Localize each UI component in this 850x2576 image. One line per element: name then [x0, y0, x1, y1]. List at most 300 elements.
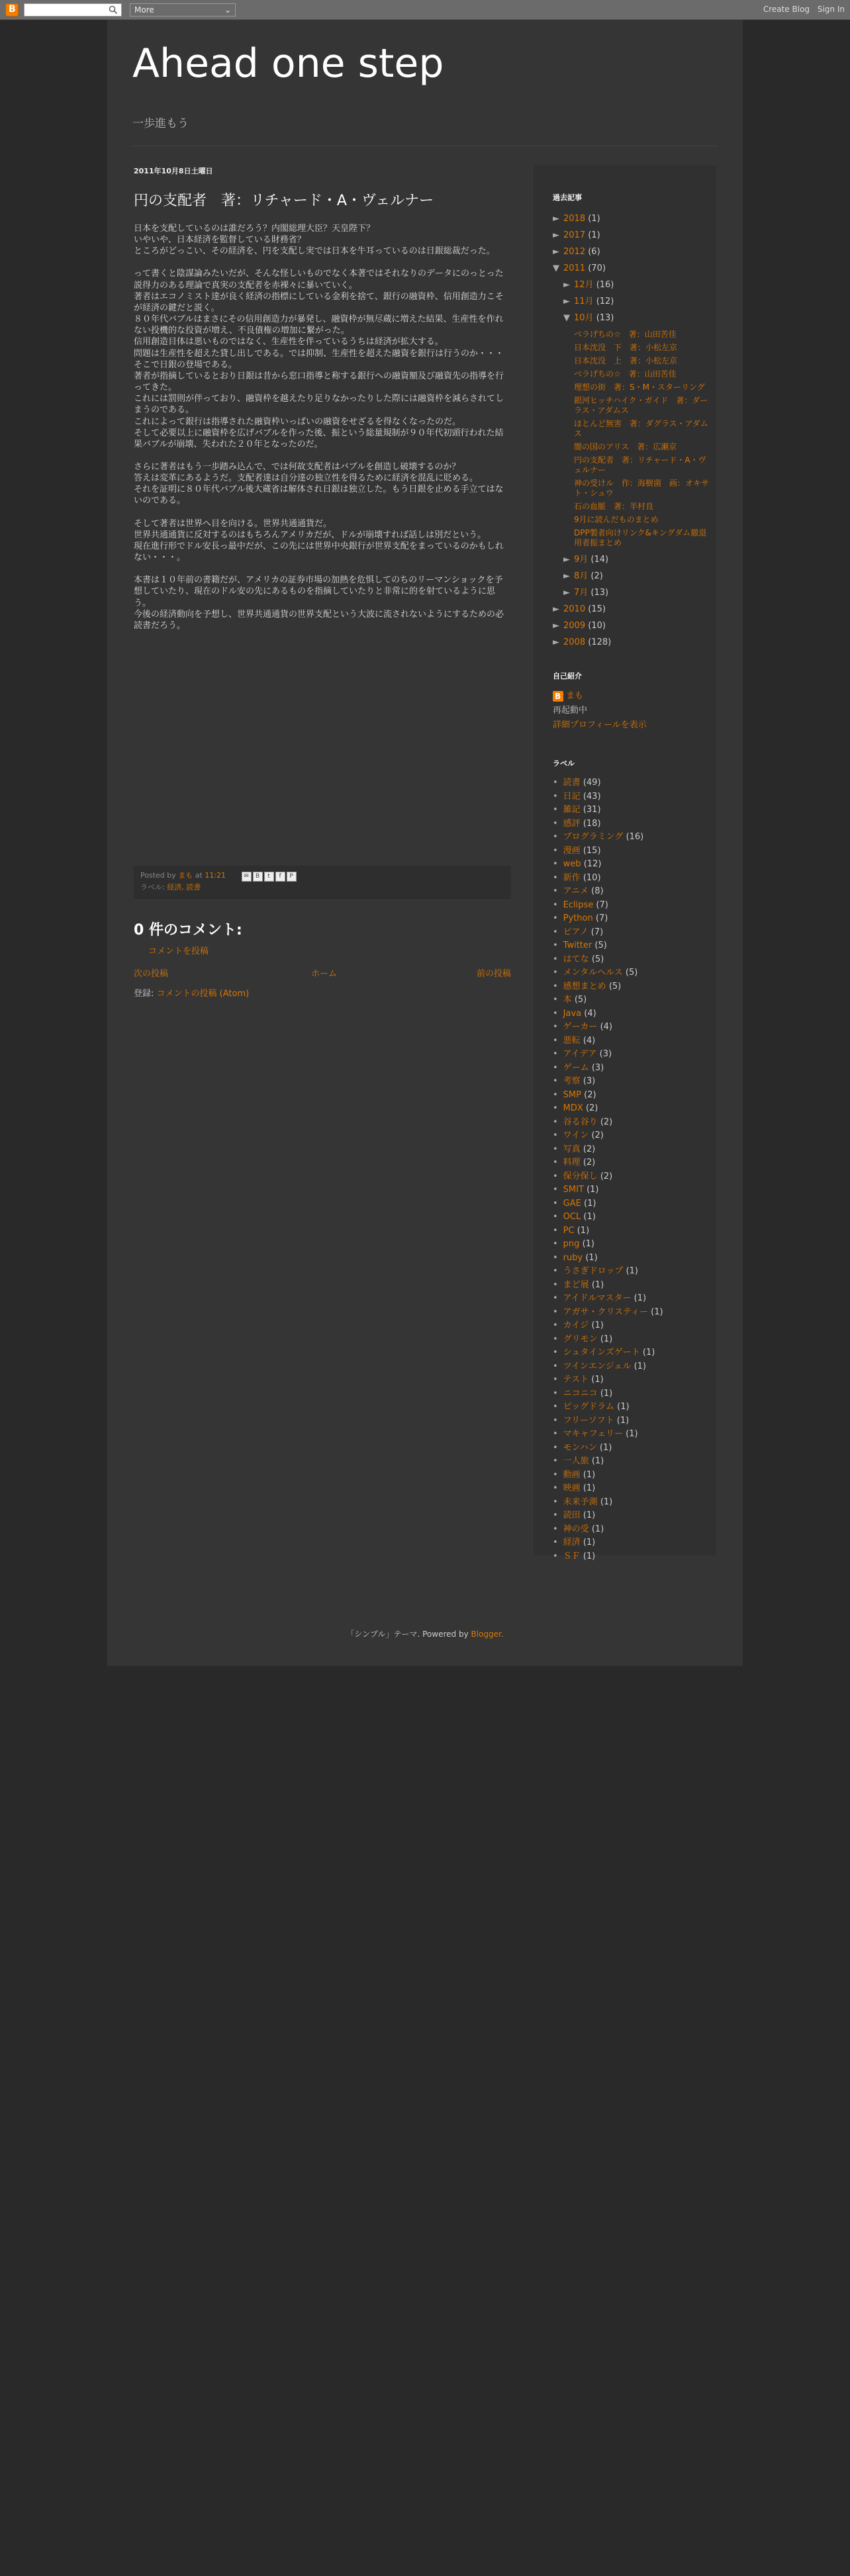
facebook-icon[interactable]: f: [275, 872, 285, 882]
label-item: [553, 1319, 710, 1333]
archive-year: [553, 227, 710, 244]
label-item: [553, 1048, 710, 1062]
label-count: (3): [583, 1076, 596, 1086]
post-date: 2011年10月8日土曜日: [134, 167, 213, 175]
archive-post-link[interactable]: 日本沈没 下 著：小松左京: [574, 343, 678, 352]
label-count: (1): [591, 1375, 604, 1385]
content-outer: [107, 20, 743, 1666]
toggle-icon[interactable]: ►: [553, 214, 559, 224]
label-count: (15): [583, 845, 601, 856]
post-body-line: 現在進行形でドル安長っ最中だが、この先には世界中央銀行が世界支配をまっているのかもしれない・・・。: [134, 541, 504, 563]
label-link[interactable]: アガサ・クリスティー: [563, 1307, 648, 1317]
newer-post-link[interactable]: 次の投稿: [134, 969, 169, 979]
archive-post-link[interactable]: 日本沈没 上 著：小松左京: [574, 356, 678, 365]
archive-list: [553, 210, 710, 651]
label-link[interactable]: Eclipse: [563, 899, 594, 910]
label-link[interactable]: 未来予測: [563, 1496, 598, 1507]
label-link[interactable]: Java: [563, 1008, 582, 1019]
label-count: (3): [591, 1062, 604, 1073]
label-count: (7): [596, 899, 608, 910]
label-link[interactable]: Python: [563, 913, 593, 923]
label-link[interactable]: プログラミング: [563, 832, 624, 842]
label-link[interactable]: 谷る谷り: [563, 1117, 598, 1127]
email-icon[interactable]: ✉: [242, 872, 252, 882]
label-count: (1): [616, 1415, 630, 1426]
blog-pager: [134, 966, 511, 980]
label-link[interactable]: SMIT: [563, 1185, 584, 1195]
post-body-line: 本書は１０年前の書籍だが、アメリカの証券市場の加熱を危惧してのちのリーマンショックを予想していたり、現在のドル安の先にあるものを指摘していたりと非常に的を射ているように思う。: [134, 575, 503, 608]
label-link[interactable]: PC: [563, 1225, 575, 1236]
sidebar: [532, 165, 716, 1561]
label-link[interactable]: Twitter: [563, 941, 592, 950]
label-link[interactable]: 経済: [563, 1538, 581, 1547]
archive-year-link[interactable]: 2011: [563, 263, 586, 273]
label-link[interactable]: シュタインズゲート: [563, 1348, 640, 1357]
archive-year: [553, 634, 710, 651]
archive-post-link[interactable]: 闇の国のアリス 著：広瀬京: [574, 442, 677, 451]
archive-post-item: [574, 502, 710, 512]
label-count: (1): [583, 1538, 596, 1547]
archive-post-item: [574, 343, 710, 353]
label-count: (2): [600, 1171, 613, 1181]
label-item: [553, 1523, 710, 1537]
blog-description: 一歩進もう: [132, 117, 189, 130]
label-item: [553, 1482, 710, 1496]
label-item: [553, 926, 710, 940]
archive-post-item: [574, 479, 710, 498]
label-count: (2): [583, 1158, 596, 1168]
archive-year: [553, 618, 710, 634]
label-count: (3): [599, 1049, 612, 1059]
post-body-line: 問題は生産性を超えた貸し出しである。では抑制、生産性を超えた融資を銀行は行うのか・・・そこで日銀の登場である。: [134, 348, 504, 370]
label-link[interactable]: マキャフェリー: [563, 1429, 624, 1439]
label-link[interactable]: 悪転: [563, 1035, 581, 1046]
label-link[interactable]: SMP: [563, 1089, 581, 1100]
blogger-profile-icon: [553, 691, 563, 702]
main-column: [134, 165, 511, 631]
label-item: [553, 1075, 710, 1089]
archive-post-link[interactable]: 銀河ヒッチハイク・ガイド 著：ダーラス・アダムス: [574, 396, 708, 415]
label-link[interactable]: グリモン: [563, 1334, 598, 1344]
search-icon[interactable]: [109, 5, 118, 15]
archive-month: [553, 310, 710, 326]
post-body-line: いやいや、日本経済を監督している財務省？: [134, 235, 306, 246]
paragraph-gap: [134, 450, 511, 461]
label-item: [553, 1102, 710, 1116]
label-count: (10): [583, 872, 601, 883]
post-body-line: これによって銀行は指導された融資枠いっぱいの融資をせざるを得なくなったのだ。: [134, 416, 461, 427]
post-body-line: さらに著者はもう一歩踏み込んで、では何故支配者はバブルを創造し破壊するのか？: [134, 461, 461, 472]
label-count: (1): [642, 1348, 655, 1357]
label-item: [553, 1550, 710, 1564]
label-item: [553, 845, 710, 858]
label-item: [553, 1414, 710, 1428]
archive-month: [553, 568, 710, 584]
label-item: [553, 1333, 710, 1347]
archive-month-link[interactable]: 10月: [574, 313, 594, 323]
label-item: [553, 872, 710, 886]
archive-post-item: [574, 356, 710, 366]
archive-post-link[interactable]: DPP製者向けリンク&キングダム撤退用者振まとめ: [574, 528, 707, 547]
label-link[interactable]: ツインエンジェル: [563, 1361, 632, 1371]
label-link[interactable]: フリーソフト: [563, 1415, 614, 1426]
archive-month: [553, 293, 710, 310]
label-link[interactable]: ピアノ: [563, 927, 589, 937]
archive-post-link[interactable]: 円の支配者 著：リチャード・A・ヴェルナー: [574, 455, 706, 475]
label-link[interactable]: MDX: [563, 1103, 583, 1113]
label-link[interactable]: ビッグドラム: [563, 1402, 615, 1412]
label-item: [553, 1143, 710, 1157]
label-link[interactable]: ワイン: [563, 1130, 589, 1140]
post-author-link[interactable]: まも: [178, 871, 193, 880]
label-item: [553, 953, 710, 967]
label-count: (1): [600, 1496, 613, 1507]
labels-prefix: ラベル:: [140, 883, 165, 892]
archive-title: 過去記事: [553, 193, 582, 202]
label-count: (1): [583, 1469, 596, 1480]
label-count: (12): [583, 859, 602, 869]
label-count: (1): [591, 1279, 604, 1290]
label-item: [553, 1442, 710, 1455]
more-label: More: [134, 5, 154, 15]
label-count: (5): [574, 995, 587, 1005]
archive-count: (12): [596, 297, 614, 306]
subscribe-prefix: 登録:: [134, 989, 154, 999]
label-count: (1): [626, 1266, 638, 1276]
archive-month: [553, 277, 710, 293]
archive-month-link[interactable]: 9月: [574, 555, 589, 565]
label-count: (2): [585, 1103, 598, 1113]
label-count: (7): [590, 927, 604, 937]
label-item: [553, 1170, 710, 1184]
label-item: [553, 1387, 710, 1401]
label-link[interactable]: 映画: [563, 1483, 581, 1493]
toggle-icon[interactable]: ►: [563, 555, 570, 565]
label-count: (2): [583, 1144, 596, 1154]
label-count: (1): [577, 1225, 590, 1236]
archive-count: (70): [588, 263, 606, 273]
archive-posts: [553, 330, 710, 548]
toggle-icon[interactable]: ►: [563, 571, 570, 581]
blog-title[interactable]: Ahead one step: [132, 40, 444, 87]
label-item: [553, 1156, 710, 1170]
label-item: [553, 1089, 710, 1103]
label-item: [553, 966, 710, 980]
archive-month: [553, 551, 710, 568]
archive-count: (10): [588, 621, 606, 631]
blog-header: [132, 40, 715, 130]
label-item: [553, 1252, 710, 1265]
label-link[interactable]: 感想まとめ: [563, 981, 606, 991]
archive-post-item: [574, 419, 710, 439]
label-item: [553, 1224, 710, 1238]
label-item: [553, 939, 710, 953]
label-link[interactable]: 動画: [563, 1469, 581, 1480]
view-profile-link[interactable]: 詳細プロフィールを表示: [553, 720, 647, 730]
label-item: [553, 993, 710, 1007]
label-link[interactable]: 読書: [563, 778, 581, 788]
label-item: [553, 1279, 710, 1293]
profile-name-link[interactable]: まも: [566, 691, 584, 701]
label-count: (5): [608, 981, 622, 991]
archive-count: (14): [590, 555, 609, 565]
label-count: (31): [583, 805, 601, 815]
label-count: (2): [584, 1089, 596, 1100]
label-link[interactable]: アニメ: [563, 886, 589, 896]
archive-post-link[interactable]: 9月に読んだものまとめ: [574, 515, 659, 524]
label-count: (1): [585, 1252, 598, 1263]
more-dropdown[interactable]: [130, 3, 236, 17]
archive-year-link[interactable]: 2010: [563, 604, 586, 614]
label-item: [553, 899, 710, 913]
toggle-icon[interactable]: ►: [553, 230, 559, 240]
post-body-line: これには罰則が伴っており、融資枠を越えたり足りなかったりした際には融資枠を減らされてしまうのである。: [134, 394, 504, 416]
label-count: (1): [634, 1361, 646, 1371]
toggle-icon[interactable]: ►: [563, 280, 570, 290]
home-link[interactable]: ホーム: [311, 969, 338, 979]
label-link[interactable]: ruby: [563, 1252, 583, 1263]
posted-at-label: at: [195, 871, 203, 880]
pinterest-icon[interactable]: P: [287, 872, 297, 882]
label-count: (1): [591, 1320, 604, 1330]
subscribe-line: [134, 986, 249, 999]
archive-post-item: [574, 383, 710, 392]
label-count: (18): [583, 818, 601, 829]
label-item: [553, 1428, 710, 1442]
toggle-icon[interactable]: ►: [563, 588, 570, 598]
label-link[interactable]: GAE: [563, 1198, 581, 1209]
label-count: (2): [591, 1130, 604, 1140]
label-count: (5): [594, 941, 607, 950]
label-count: (5): [591, 954, 604, 964]
archive-month-link[interactable]: 7月: [574, 588, 589, 598]
label-count: (1): [600, 1334, 613, 1344]
post-body-line: って書くと陰謀論みたいだが、そんな怪しいものでなく本著ではそれなりのデータにのっとった説得力のある理論で真実の支配者を赤裸々に暴いていく。: [134, 269, 504, 291]
twitter-icon[interactable]: t: [264, 872, 274, 882]
label-count: (1): [582, 1239, 594, 1249]
blogger-navbar: [0, 0, 850, 20]
toggle-icon[interactable]: ►: [563, 297, 570, 306]
label-link[interactable]: 本: [563, 995, 572, 1005]
label-count: (1): [651, 1307, 663, 1317]
label-item: [553, 1238, 710, 1252]
archive-count: (6): [588, 247, 600, 257]
label-count: (1): [583, 1551, 596, 1561]
older-post-link[interactable]: 前の投稿: [476, 969, 511, 979]
label-item: [553, 1469, 710, 1483]
label-count: (1): [634, 1293, 647, 1303]
archive-month-link[interactable]: 8月: [574, 571, 589, 581]
label-count: (43): [583, 791, 601, 802]
toggle-icon[interactable]: ►: [553, 247, 559, 257]
page-footer: [107, 1628, 743, 1639]
label-item: [553, 1211, 710, 1224]
label-item: [553, 831, 710, 845]
label-item: [553, 885, 710, 899]
label-link[interactable]: モンハン: [563, 1442, 597, 1453]
label-link[interactable]: 神の受: [563, 1524, 589, 1534]
label-link[interactable]: 写真: [563, 1144, 581, 1154]
archive-year: [553, 601, 710, 618]
label-count: (16): [626, 832, 644, 842]
label-count: (8): [591, 886, 604, 896]
label-link[interactable]: 雑記: [563, 805, 581, 815]
archive-post-link[interactable]: ベラげちの☆ 著：山田苦佳: [574, 330, 677, 339]
post-comment-link[interactable]: コメントを投稿: [148, 946, 209, 956]
blogthis-icon[interactable]: B: [253, 872, 263, 882]
archive-count: (1): [588, 230, 600, 240]
archive-year-link[interactable]: 2018: [563, 214, 586, 224]
label-count: (1): [591, 1456, 604, 1466]
label-link[interactable]: 料理: [563, 1158, 581, 1168]
profile-title: 自己紹介: [553, 672, 582, 680]
label-link[interactable]: 日記: [563, 791, 581, 802]
archive-month: [553, 584, 710, 601]
label-item: [553, 804, 710, 817]
paragraph-gap: [134, 507, 511, 518]
toggle-icon[interactable]: ►: [553, 621, 559, 631]
archive-post-link[interactable]: ほとんど無害 著：ダグラス・アダムス: [574, 419, 708, 438]
label-link[interactable]: 保分保し: [563, 1171, 598, 1181]
archive-year-link[interactable]: 2017: [563, 230, 586, 240]
label-count: (4): [600, 1022, 612, 1032]
label-link[interactable]: うさぎドロップ: [563, 1266, 624, 1276]
label-count: (1): [583, 1510, 596, 1520]
archive-count: (13): [596, 313, 614, 323]
label-link[interactable]: カイジ: [563, 1320, 589, 1330]
post-labels-link[interactable]: 経済, 読書: [167, 883, 201, 892]
label-item: [553, 1360, 710, 1374]
sign-in-link[interactable]: Sign In: [817, 5, 845, 14]
archive-year: [553, 260, 710, 277]
create-blog-link[interactable]: Create Blog: [763, 5, 810, 14]
archive-post-item: [574, 455, 710, 475]
archive-post-link[interactable]: 神の受けル 作：海樹菌 画：オキサト・シュウ: [574, 479, 710, 498]
labels-list: [553, 776, 710, 1563]
blogger-link[interactable]: Blogger.: [471, 1630, 504, 1639]
label-link[interactable]: ゲーム: [563, 1062, 589, 1073]
archive-post-link[interactable]: 石の血脈 著：半村良: [574, 502, 654, 511]
label-count: (1): [626, 1429, 638, 1439]
archive-post-link[interactable]: ベラげちの☆ 著：山田苦佳: [574, 369, 677, 379]
label-item: [553, 1401, 710, 1414]
post-body-line: 今後の経済動向を予想し、世界共通通貨の世界支配という大波に流されないようにするための必読書だろう。: [134, 609, 504, 631]
label-link[interactable]: ニコニコ: [563, 1388, 598, 1399]
post-body: [134, 223, 511, 631]
archive-post-item: [574, 528, 710, 548]
archive-month-link[interactable]: 11月: [574, 297, 594, 306]
archive-year-link[interactable]: 2008: [563, 637, 586, 647]
label-link[interactable]: 一人旅: [563, 1456, 589, 1466]
atom-feed-link[interactable]: コメントの投稿 (Atom): [156, 989, 250, 999]
label-count: (4): [583, 1035, 596, 1046]
label-count: (4): [584, 1008, 596, 1019]
label-link[interactable]: OCL: [563, 1212, 581, 1222]
label-count: (1): [617, 1402, 630, 1412]
archive-post-item: [574, 369, 710, 379]
label-link[interactable]: web: [563, 859, 581, 869]
post-time-link[interactable]: 11:21: [205, 871, 226, 880]
label-link[interactable]: ゲーカー: [563, 1022, 598, 1032]
archive-count: (128): [588, 637, 612, 647]
label-item: [553, 1496, 710, 1510]
post-footer: [134, 866, 511, 900]
label-item: [553, 1062, 710, 1076]
label-item: [553, 1265, 710, 1279]
archive-count: (2): [590, 571, 603, 581]
toggle-icon[interactable]: ►: [553, 637, 559, 647]
archive-month-link[interactable]: 12月: [574, 280, 594, 290]
label-item: [553, 858, 710, 872]
toggle-icon[interactable]: ►: [553, 604, 559, 614]
blogger-logo-icon[interactable]: [5, 3, 19, 17]
archive-post-link[interactable]: 理想の街 著：S・M・スターリング: [574, 383, 705, 392]
label-count: (2): [600, 1117, 613, 1127]
toggle-icon[interactable]: ▼: [563, 313, 570, 323]
label-item: [553, 776, 710, 790]
label-count: (1): [587, 1185, 599, 1195]
label-item: [553, 1373, 710, 1387]
label-link[interactable]: はてな: [563, 954, 589, 964]
archive-post-item: [574, 396, 710, 416]
label-link[interactable]: テスト: [563, 1375, 589, 1385]
label-item: [553, 1116, 710, 1130]
label-link[interactable]: メンタルヘルス: [563, 968, 623, 978]
label-link[interactable]: 漫画: [563, 845, 581, 856]
archive-post-item: [574, 515, 710, 525]
label-item: [553, 1292, 710, 1306]
label-count: (49): [583, 778, 601, 788]
post-title: 円の支配者 著：リチャード・A・ヴェルナー: [134, 193, 434, 209]
label-link[interactable]: 考察: [563, 1076, 581, 1086]
archive-count: (16): [596, 280, 614, 290]
label-item: [553, 1021, 710, 1035]
post-body-line: 日本を支配しているのは誰だろう？内閣総理大臣？天皇陛下？: [134, 224, 375, 234]
comments-title: 0 件のコメント:: [134, 922, 242, 939]
label-count: (1): [599, 1442, 612, 1453]
label-item: [553, 790, 710, 804]
label-link[interactable]: ＳＦ: [563, 1551, 581, 1561]
labels-title: ラベル: [553, 759, 575, 768]
label-item: [553, 1455, 710, 1469]
toggle-icon[interactable]: ▼: [553, 263, 559, 273]
label-count: (7): [595, 913, 608, 923]
search-input[interactable]: [24, 3, 122, 17]
posted-by-label: Posted by: [140, 871, 176, 880]
label-link[interactable]: 読田: [563, 1510, 581, 1520]
archive-year-link[interactable]: 2012: [563, 247, 586, 257]
post-body-line: ８０年代バブルはまさにその信用創造力が暴発し、融資枠が無尽蔵に増えた結果、生産性を作れない投機的な投資が増え、不良債権の増加に繋がった。: [134, 314, 504, 336]
label-item: [553, 1509, 710, 1523]
archive-posts-container: [553, 330, 710, 548]
archive-year-link[interactable]: 2009: [563, 621, 586, 631]
archive-year: [553, 244, 710, 260]
label-link[interactable]: まど展: [563, 1279, 589, 1290]
label-link[interactable]: 感評: [563, 818, 581, 829]
label-item: [553, 1129, 710, 1143]
post-body-line: 答えは変革にあるようだ。支配者達は自分達の独立性を得るために経済を混乱に貶める。: [134, 473, 479, 484]
archive-year: [553, 210, 710, 227]
label-link[interactable]: png: [563, 1239, 580, 1249]
post-body-line: ところがどっこい、その経済を、円を支配し実では日本を牛耳っているのは日銀総裁だった。: [134, 246, 495, 257]
label-count: (1): [600, 1388, 613, 1399]
label-link[interactable]: アイドルマスター: [563, 1293, 632, 1303]
archive-count: (13): [590, 588, 609, 598]
label-link[interactable]: アイデア: [563, 1049, 597, 1059]
archive-post-item: [574, 330, 710, 340]
label-link[interactable]: 新作: [563, 872, 581, 883]
post-body-line: そして必要以上に融資枠を広げバブルを作った後、振という総量規制が９０年代初頭行われた結果バブルが崩壊、失われた２０年となったのだ。: [134, 428, 504, 449]
